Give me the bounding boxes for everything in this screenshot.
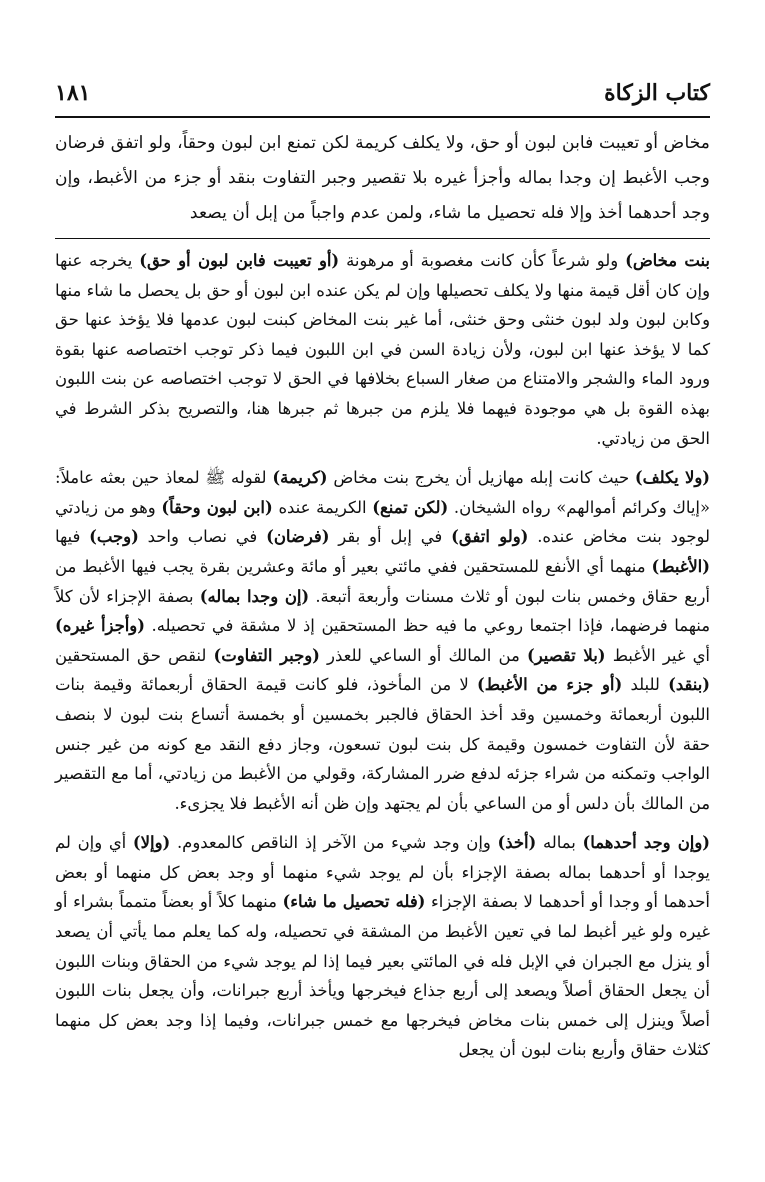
bold-term: بنت مخاض) bbox=[625, 251, 710, 270]
bold-term: (ولو اتفق) bbox=[451, 527, 529, 547]
text-span: أي وإن لم يوجدا أو أحدهما بماله بصفة الإجزاء بأن لم يوجد شيء منهما أو وجد بعض كل منهما أو بعض أحدهما أو وجدا أو أحدهما لا بصفة الإجزاء bbox=[55, 833, 710, 912]
text-span: حيث كانت إبله مهازيل أن يخرج بنت مخاض bbox=[327, 468, 635, 488]
bold-term: (إن وجدا بماله) bbox=[199, 586, 310, 606]
bold-term: (وإلا) bbox=[132, 833, 171, 853]
text-span: بصفة الإجزاء لأن كلاً منهما فرضهما، فإذا اجتمعا روعي ما فيه حظ المستحقين إذ لا مشقة في تحصيله. bbox=[55, 586, 710, 636]
text-span: بماله bbox=[536, 833, 583, 853]
text-span: للبلد bbox=[622, 675, 669, 695]
commentary bbox=[55, 246, 710, 1065]
text-span: وهو من زيادتي لوجود بنت مخاض عنده. bbox=[55, 497, 710, 547]
text-span: أي غير الأغبط bbox=[605, 645, 710, 665]
chapter-title: كتاب الزكاة bbox=[604, 80, 710, 106]
header-rule bbox=[55, 116, 710, 118]
bold-term: (أو جزء من الأغبط) bbox=[477, 675, 623, 695]
bold-term: (وجبر التفاوت) bbox=[213, 645, 320, 665]
bold-term: (بنقد) bbox=[668, 675, 711, 695]
text-span: وإن وجد شيء من الآخر إذ الناقص كالمعدوم. bbox=[170, 833, 498, 853]
bold-term: (الأغبط) bbox=[651, 556, 710, 576]
text-span: لقوله ﷺ لمعاذ حين بعثه عاملاً: «إياك وكرائم أموالهم» رواه الشيخان. bbox=[55, 468, 710, 517]
text-span: ولو شرعاً كأن كانت مغصوبة أو مرهونة bbox=[339, 251, 626, 270]
bold-term: (ابن لبون وحقاً) bbox=[161, 497, 273, 517]
commentary-paragraph bbox=[55, 828, 710, 1065]
text-span: فيها bbox=[55, 527, 90, 547]
bold-term: (فله تحصيل ما شاء) bbox=[282, 892, 426, 912]
text-span: الكريمة عنده bbox=[272, 497, 373, 517]
bold-term: (بلا تقصير) bbox=[526, 645, 606, 665]
bold-term: (وإن وجد أحدهما) bbox=[582, 833, 711, 853]
bold-term: (ولا يكلف) bbox=[634, 468, 710, 488]
text-span: لنقص حق المستحقين bbox=[55, 645, 214, 665]
text-span: في إبل أو بقر bbox=[329, 527, 452, 547]
page-header bbox=[55, 80, 710, 120]
main-text: مخاض أو تعيبت فابن لبون أو حق، ولا يكلف كريمة لكن تمنع ابن لبون وحقاً، ولو اتفق فرضان وجب الأغبط إن وجدا بماله وأجزأ غيره بلا تقصير وجبر التفاوت بنقد أو جزء من الأغبط، وإن وجد أحدهما أخذ وإلا فله تحصيل ما شاء، ولمن عدم واجباً من إبل أن يصعد bbox=[55, 133, 710, 223]
bold-term: (أخذ) bbox=[497, 833, 537, 853]
bold-term: (كريمة) bbox=[272, 468, 328, 488]
text-span: في نصاب واحد bbox=[138, 527, 267, 547]
commentary-paragraph bbox=[55, 246, 710, 453]
commentary-paragraph bbox=[55, 463, 710, 818]
text-span: من المالك أو الساعي للعذر bbox=[319, 645, 527, 665]
text-span: يخرجه عنها وإن كان أقل قيمة منها ولا يكلف تحصيلها وإن لم يكن عنده ابن لبون أو حق بل يحصل ما شاء منها وكابن لبون ولد لبون خنثى وحق خنثى، أما غير بنت المخاض كبنت لبون عدمها فلا يؤخذ عنها حق كما لا يؤخذ عنها ابن لبون، ولأن زيادة السن في ابن اللبون فيما ذكر توجب اختصاصه عنها بقوة ورود الماء والشجر والامتناع من صغار السباع بخلافها في الحق لا توجب اختصاصه عن بنت اللبون بهذه القوة بل هي موجودة فيهما فلا يلزم من جبرها ثم جبرها هنا، والتصريح بذكر الشرط في الحق من زيادتي. bbox=[55, 251, 710, 448]
text-span: منهما كلاً أو بعضاً متمماً بشراء أو غيره ولو غير أغبط لما في تعين الأغبط من المشقة في تحصيله، وله كما يعلم مما يأتي أن يصعد أو ينزل مع الجبران في الإبل فله في المائتي بعير فيما إذا لم يوجد شيء من الحقاق وبنات اللبون أن يجعل الحقاق أصلاً ويصعد إلى أربع جذاع فيخرجها ويأخذ أربع جبرانات، وأن يجعل بنات اللبون أصلاً وينزل إلى خمس بنات مخاض فيخرجها مع خمس جبرانات، وفيما إذا وجد بعض كل منهما كثلاث حقاق وأربع بنات لبون أن يجعل bbox=[55, 892, 710, 1060]
bold-term: (أو تعيبت فابن لبون أو حق) bbox=[139, 251, 340, 270]
bold-term: (وجب) bbox=[89, 527, 139, 547]
separator-rule bbox=[55, 238, 710, 239]
bold-term: (وأجزأ غيره) bbox=[55, 616, 145, 636]
bold-term: (لكن تمنع) bbox=[372, 497, 449, 517]
page-number: ١٨١ bbox=[55, 80, 91, 106]
text-span: لا من المأخوذ، فلو كانت قيمة الحقاق أربعمائة وقيمة بنات اللبون أربعمائة وخمسين وقد أخذ الحقاق فالجبر بخمسين أو بخمسة أتساع بنت لبون لا بنصف حقة لأن التفاوت خمسون وقيمة كل بنت لبون تسعون، وجاز دفع النقد مع كونه من غير جنس الواجب وتمكنه من شراء جزئه لدفع ضرر المشاركة، وقولي من الأغبط من زيادتي، أما مع التقصير من المالك بأن دلس أو من الساعي بأن لم يجتهد وإن ظن أنه الأغبط فلا يجزىء. bbox=[55, 675, 710, 813]
bold-term: (فرضان) bbox=[266, 527, 330, 547]
text-span: منهما أي الأنفع للمستحقين ففي مائتي بعير أو مائة وعشرين بقرة يجب فيها الأغبط من أربع حقاق وخمس بنات لبون أو ثلاث مسنات وأربعة أتبعة. bbox=[55, 556, 710, 606]
